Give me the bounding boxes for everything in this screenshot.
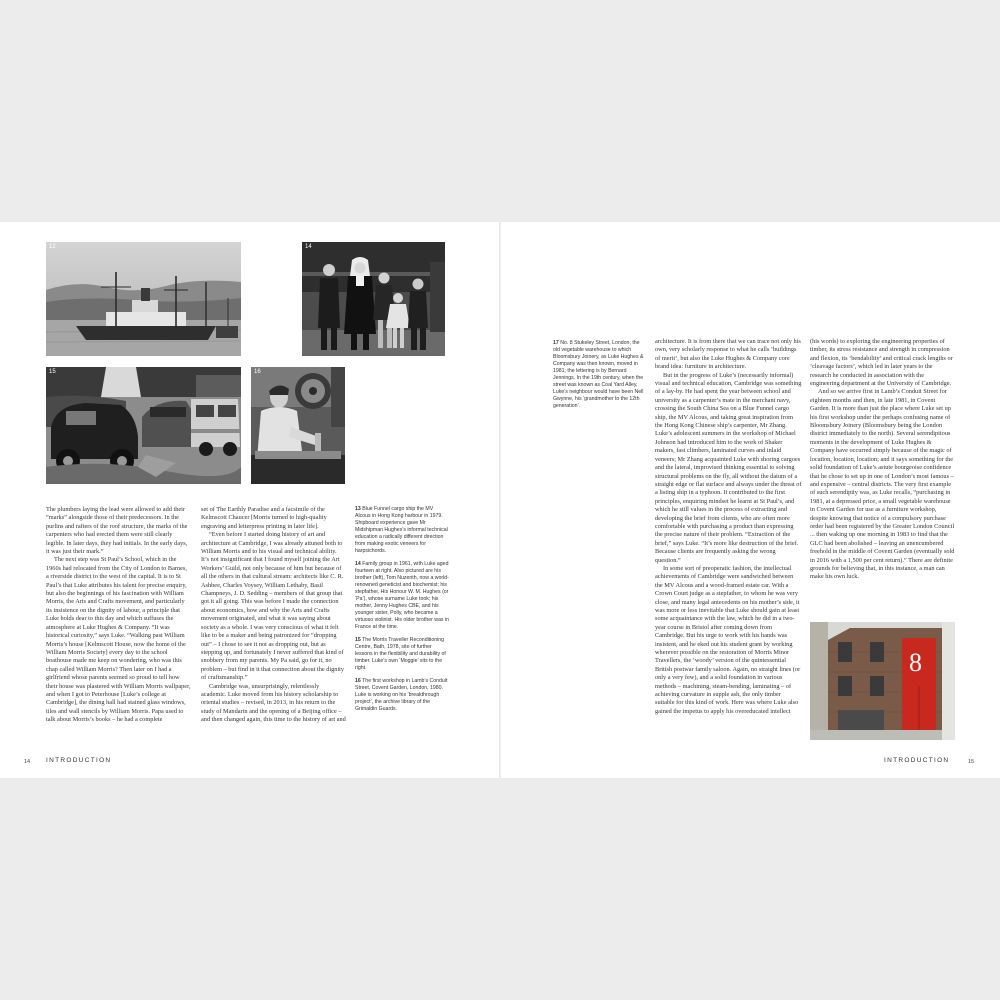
photo-number: 16 [254, 369, 261, 375]
caption-16 [355, 678, 449, 713]
body-column-1 [46, 506, 191, 746]
warehouse-image [810, 622, 955, 740]
caption-14 [355, 561, 449, 631]
photo-number: 12 [49, 244, 56, 250]
caption-text: Family group in 1961, with Luke aged fourteen at right. Also pictured are his brother (left), Tom Nuzenth, now a world-renowned geneticist and biochemist; his stepfather, His Honour W. M. Hughes (or ‘Pa’), whose surname Luke took; his mother, Jenny Hughes CBE, and his younger sister, Polly, who became a virtuoso violinist. His older brother was in France at the time. [355, 561, 449, 630]
ship-image [46, 242, 241, 356]
page-number-right: 15 [968, 759, 975, 765]
photo-craftsman [251, 367, 345, 484]
door-numeral: 8 [909, 648, 922, 677]
caption-number: 16 [355, 678, 361, 684]
book-spread [0, 222, 1000, 778]
body-paragraph: “Even before I started doing history of art and architecture at Cambridge, I was already attuned both to William Morris and to his visual and technical ability. It’s not insignificant that I found myself joining the Art Workers’ Guild, not only because of him but because of all the others in that cultural stream: architects like C. R. Ashbee, Charles Voysey, William Lethaby, Basil Champneys, J. D. Sedding – members of that group that got it all going. This was before I made the connection about economics, how and why the Arts and Crafts movement originated, and what it was saying about society as a whole. I was very conscious of what it felt like to be a maker and being patronized for “dropping out” – I chose to see it not as dropping out, but as stepping up, and fortunately I never suffered that kind of snobbery from my parents. My Pa said, go for it, no problem – but find in it that connection about the dignity of craftsmanship.” [201, 531, 345, 682]
photo-ship [46, 242, 241, 356]
body-paragraph: The next step was St Paul’s School, which in the 1960s had relocated from the City of London to Barnes, a riverside district to the west of the capital. It is to St Paul’s that Luke attributes his talent for precise enquiry, but also the beginnings of his fascination with William Morris, the Arts and Crafts movement, and particularly its insistence on the dignity of labour, a principle that Luke holds dear to this day and which suffuses the atmosphere at Luke Hughes & Company. “It was historical curiosity,” says Luke. “Walking past William Morris’s house [Kelmscott House, now the home of the William Morris Society] every day to the school boathouse made me keep on wondering, who was this chap called William Morris? Then later on I had a girlfriend whose parents seemed so proud to tell how their house was plastered with William Morris wallpaper, and when I got to Peterhouse [Luke’s college at Cambridge], the dining hall had stained glass windows, tiles and wall stencils by William Morris. Papa used to talk about Morris’s books – he had a complete [46, 556, 191, 724]
caption-number: 15 [355, 637, 361, 643]
cars-image [46, 367, 241, 484]
body-column-4 [810, 338, 955, 616]
body-paragraph: Cambridge was, unsurprisingly, relentlessly academic. Luke moved from his history scholarship to oriental studies – revised, in 2013, in his return to the study of Mandarin and the opening of a Beijing office – and then changed again, this time to the history of art and [201, 682, 346, 724]
body-paragraph: But in the progress of Luke’s (necessarily informal) visual and technical education, Cambridge was something of a lay-by. He had spent the year between school and university as a carpenter’s mate in the merchant navy, crossing the South China Sea on a Blue Funnel cargo ship, the MV Alcous, and taking great inspiration from the Hong Kong Chinese ship’s carpenter, Mr Zhang. Luke’s adolescent summers in the workshop of Michael Johnson had introduced him to the work of Shaker makers, fast climbers, laminated curves and inlaid veneers; Mr Zhang acquainted Luke with shoring cargoes and the lateral, improvised thinking essential to solving structural problems on the fly, all without the datum of a straight edge or flat surface and always under the threat of a listing ship in a typhoon. It contributed to the first principles, enquiring mindset he learnt at St Paul’s, and which he still values in the process of extracting and developing the brief from clients, who are often more comfortable with purchasing a product than expressing the precise nature of their problem. “Extraction of the brief,” says Luke. “It’s more like destruction of the brief. Because clients are frequently asking the wrong question.” [655, 371, 802, 564]
body-paragraph: architecture. It is from there that we can trace not only his own, very scholarly response to what he calls ‘buildings of merit’, but also the Luke Hughes & Company core brand idea: furniture in architecture. [655, 338, 801, 371]
body-column-3 [655, 338, 802, 746]
photo-warehouse [810, 622, 955, 740]
caption-15 [355, 637, 449, 672]
photo-number: 14 [305, 244, 312, 250]
caption-number: 13 [355, 506, 361, 512]
body-column-2 [201, 506, 346, 746]
running-head-right: INTRODUCTION [884, 757, 950, 764]
book-gutter [499, 222, 501, 778]
caption-column [355, 506, 449, 746]
page-number-left: 14 [24, 759, 31, 765]
caption-17-column [553, 340, 647, 460]
family-image [302, 242, 445, 356]
caption-text: Blue Funnel cargo ship the MV Alcous in Hong Kong harbour in 1979. Shipboard experience gave Mr Midshipman Hughes’s informal technical education a radically different direction from making exotic veneers for harpsichords. [355, 506, 448, 554]
running-head-left: INTRODUCTION [46, 757, 112, 764]
body-paragraph: set of The Earthly Paradise and a facsimile of the Kelmscott Chaucer [Morris turned to high-quality engraving and letterpress printing in later life]. [201, 506, 327, 530]
body-paragraph: And so we arrive first in Lamb’s Conduit Street for eighteen months and then, in late 1981, in Covent Garden. It is more than just the place where Luke set up his first workshop under the perhaps confusing name of Bloomsbury Joinery (Bloomsbury being the London district immediately to the north). Several serendipitous moments in the development of Luke Hughes & Company have occurred simply because of the magic of location, location, location; and it says something for the solid foundation of Luke’s astute bourgeoise confidence that he chose to set up in one of London’s most famous – and expensive – central districts. The very first example of such serendipity was, as Luke recalls, “purchasing in 1981, at a depressed price, a small vegetable warehouse in Covent Garden for use as a furniture workshop, despite knowing that notice of a compulsory purchase order had been registered by the Greater London Council ... then waking up one morning in 1983 to find that the GLC had been abolished – leaving an unencumbered freehold in the middle of Covent Garden (eventually sold in 2016 with a 1,500 per cent return).” There are definite grounds for believing that, in this instance, a man can make his own luck. [810, 388, 955, 581]
body-paragraph: The plumbers laying the lead were allowed to add their “marks” alongside those of their predecessors. In the purlins and rafters of the roof structure, the marks of the carpenters who had erected them were still clearly legible. In later days, they had initials. In the early days, it was just their mark.” [46, 506, 188, 556]
body-paragraph: (his words) to exploring the engineering properties of timber, its stress resistance and strength in compression and flexion, its ‘bendability’ and critical crack lengths or ‘cleavage factors’, which led in later years to the research he conducted in association with the engineering department at the University of Cambridge. [810, 338, 953, 388]
caption-text: The Morris Traveller Reconditioning Centre, Bath, 1978, site of further lessons in the flexibility and durability of timber. Luke’s own ‘Moggie’ sits to the right. [355, 637, 446, 671]
caption-13 [355, 506, 449, 555]
caption-text: The first workshop in Lamb’s Conduit Street, Covent Garden, London, 1980. Luke is working on his ‘breakthrough project’, the archive library of the Grimaldin Guards. [355, 678, 448, 712]
caption-text: No. 8 Stukeley Street, London, the old vegetable warehouse to which Bloomsbury Joinery, as Luke Hughes & Company was then known, moved in 1981; the lettering is by Bernard Jennings. In the 19th century, when the street was known as Coal Yard Alley, Luke’s neighbour would have been Nell Gwynne, his ‘grandmother to the 12th generation’. [553, 340, 644, 409]
body-paragraph: In some sort of preoperatic fashion, the intellectual achievements of Cambridge were sandwiched between the MV Alcous and a wood-framed estate car. With a Crown Court judge as a stepfather, to whom he was very close, and many legal antecedents on his mother’s side, it was more or less inevitable that Luke should gain at least some acquaintance with the law, which he did in a two-year course in Bristol after coming down from Cambridge. But his urge to work with his hands was insistent, and he eked out his student grant by working wherever possible on the restoration of Morris Minor Travellers, the ‘woody’ version of the quintessential British postwar family saloon. Again, no straight lines (or only a very few), and a solid foundation in various methods – machining, steam-bending, laminating – of achieving curvature in supple ash, the only timber suitable for this kind of work. Here was where Luke also gained the impetus to apply his overeducated intellect [655, 564, 801, 715]
photo-cars [46, 367, 241, 484]
photo-number: 15 [49, 369, 56, 375]
photo-family [302, 242, 445, 356]
caption-17 [553, 340, 647, 410]
caption-number: 17 [553, 340, 559, 346]
craftsman-image [251, 367, 345, 484]
caption-number: 14 [355, 561, 361, 567]
